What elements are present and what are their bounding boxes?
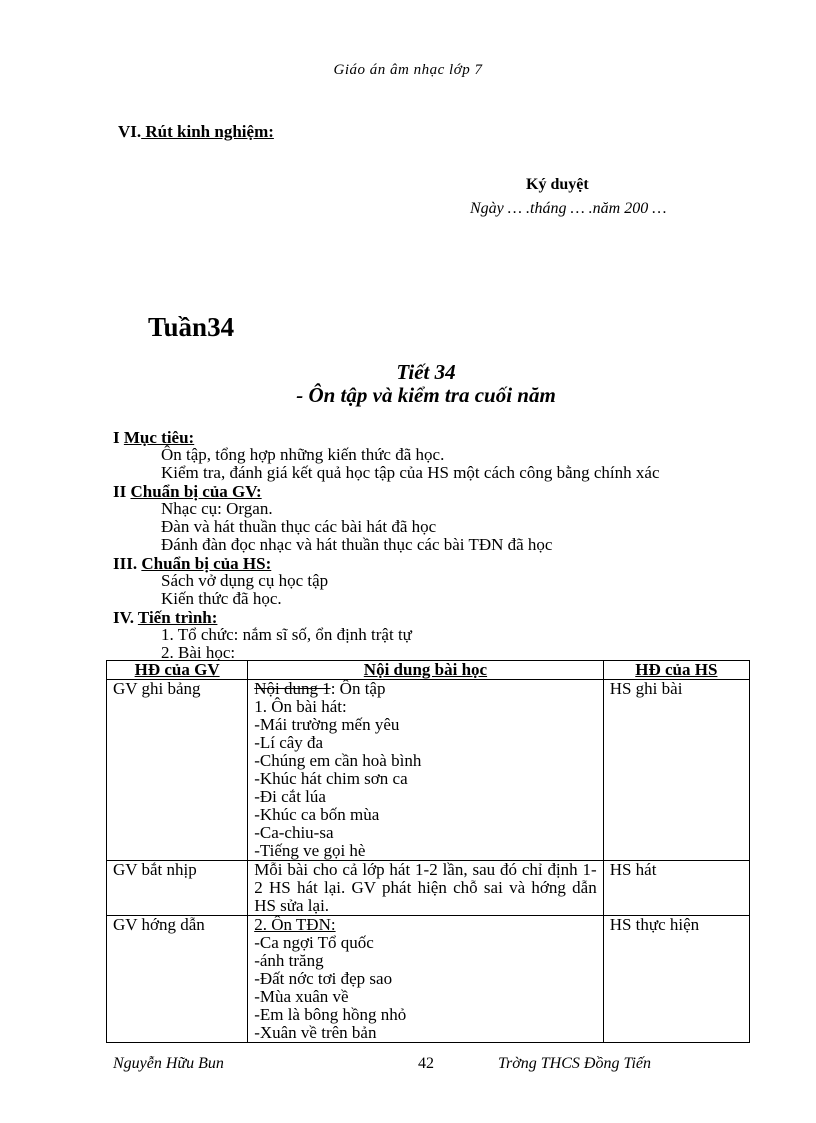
content-line: -Khúc hát chim sơn ca [254,769,408,788]
section-ii-title: Chuẩn bị của GV: [130,482,262,501]
lesson-title: - Ôn tập và kiểm tra cuối năm [296,383,556,407]
procedure-line: 1. Tổ chức: nắm sĩ số, ổn định trật tự [161,625,412,644]
section-ii-number: II [113,482,127,501]
table-row [107,916,750,1043]
content-heading [254,680,597,698]
section-iv-number: IV. [113,608,134,627]
student-activity-cell: HS hát [603,861,749,916]
objective-line: Kiểm tra, đánh giá kết quả học tập của HS một cách công bằng chính xác [161,463,660,482]
section-vi-number: VI. [118,122,142,141]
lesson-content-cell [248,680,604,861]
content-line: -Ca ngợi Tổ quốc [254,933,374,952]
header-lesson-content: Nội dung bài học [248,661,604,680]
content-line: -Đất nớc tơi đẹp sao [254,969,393,988]
page-header: Giáo án âm nhạc lớp 7 [333,62,483,78]
week-title: Tuần34 [148,312,235,342]
teacher-activity-cell: GV hớng dẫn [107,916,248,1043]
approval-date: Ngày … .tháng … .năm 200 … [470,200,667,217]
content-line: 1. Ôn bài hát: [254,697,347,716]
content-heading-rest: : Ôn tập [330,679,386,698]
content-line: -Khúc ca bốn mùa [254,805,380,824]
lesson-table [106,660,750,1043]
student-prep-line: Sách vở dụng cụ học tập [161,571,329,590]
section-iii-number: III. [113,554,138,573]
teacher-prep-line: Đàn và hát thuần thục các bài hát đã học [161,517,437,536]
footer-school: Trờng THCS Đồng Tiến [498,1055,652,1072]
section-iv-title: Tiến trình: [137,608,218,627]
content-heading-label: Nội dung 1 [254,679,331,698]
teacher-prep-line: Nhạc cụ: Organ. [161,499,273,518]
procedure-line: 2. Bài học: [161,643,236,662]
content-line: -Xuân về trên bản [254,1023,377,1042]
page-number: 42 [418,1055,434,1072]
section-i-number: I [113,428,120,447]
footer-author: Nguyễn Hữu Bun [113,1055,224,1072]
student-activity-cell: HS thực hiện [603,916,749,1043]
content-line: -Tiếng ve gọi hè [254,841,366,860]
section-vi-heading [118,122,274,142]
teacher-activity-cell: GV ghi bảng [107,680,248,861]
content-line: -Lí cây đa [254,733,324,752]
student-prep-line: Kiến thức đã học. [161,589,282,608]
table-header-row [107,661,750,680]
teacher-prep-line: Đánh đàn đọc nhạc và hát thuần thục các bài TĐN đã học [161,535,553,554]
header-student-activity: HĐ của HS [603,661,749,680]
content-line: -Mùa xuân về [254,987,349,1006]
section-vi-title: Rút kinh nghiệm: [141,122,274,141]
table-row [107,680,750,861]
content-line: -ánh trăng [254,951,324,970]
content-line: -Ca-chiu-sa [254,823,334,842]
objective-line: Ôn tập, tổng hợp những kiến thức đã học. [161,445,445,464]
teacher-activity-cell: GV bắt nhịp [107,861,248,916]
section-iii-title: Chuẩn bị của HS: [141,554,272,573]
lesson-number: Tiết 34 [396,360,456,384]
table-row [107,861,750,916]
content-line: -Chúng em cần hoà bình [254,751,422,770]
student-activity-cell: HS ghi bài [603,680,749,861]
section-i-title: Mục tiêu: [123,428,195,447]
lesson-content-cell [248,916,604,1043]
content-line: -Đi cắt lúa [254,787,326,806]
content-line: -Em là bông hồng nhỏ [254,1005,407,1024]
header-teacher-activity: HĐ của GV [107,661,248,680]
approval-title: Ký duyệt [526,176,589,193]
content-heading: 2. Ôn TĐN: [254,915,336,934]
content-line: -Mái trường mến yêu [254,715,400,734]
lesson-content-cell: Mỗi bài cho cả lớp hát 1-2 lần, sau đó chỉ định 1-2 HS hát lại. GV phát hiện chỗ sai và hớng dẫn HS sửa lại. [248,861,604,916]
